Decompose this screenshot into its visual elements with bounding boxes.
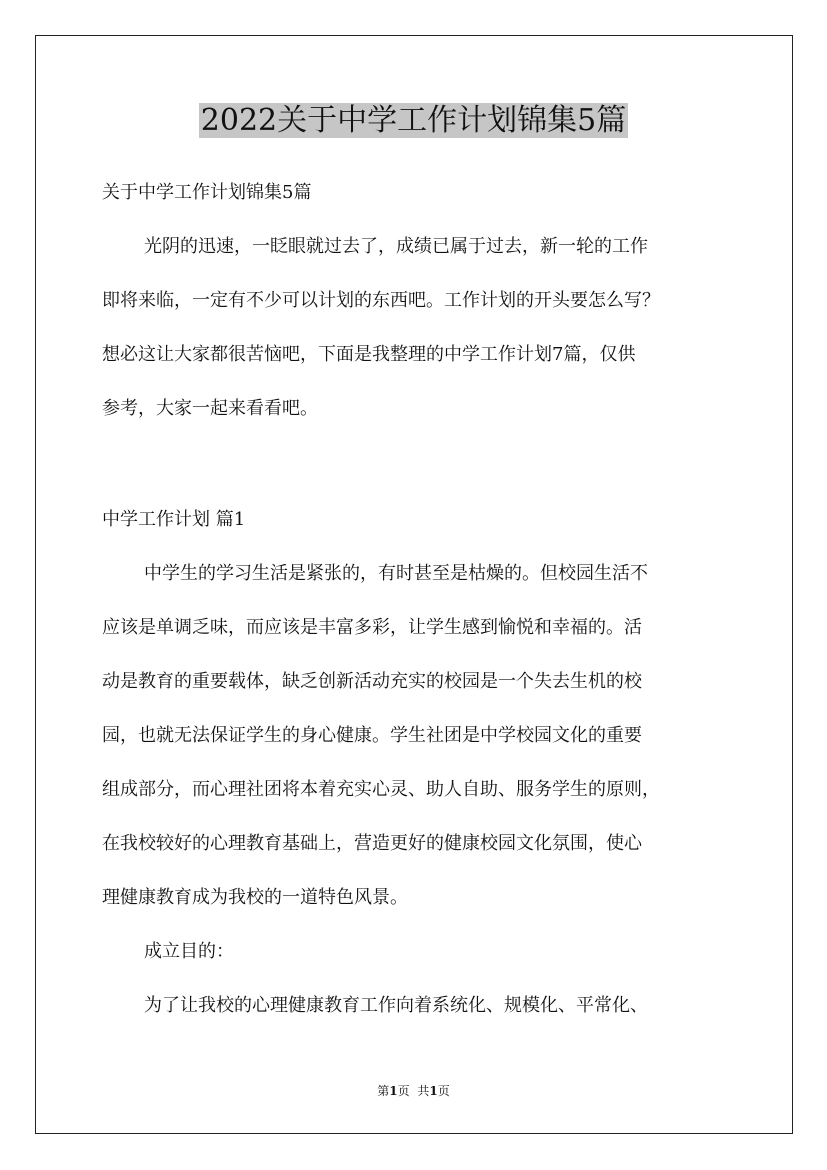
intro-line-4: 参考，大家一起来看看吧。 [102,398,318,419]
footer-page-number: 1 [389,1084,398,1098]
purpose-heading: 成立目的： [144,941,234,962]
footer-total-suffix: 页 [437,1084,450,1098]
section-line-3: 动是教育的重要载体，缺乏创新活动充实的校园是一个失去生机的校 [102,671,642,692]
purpose-line: 为了让我校的心理健康教育工作向着系统化、规模化、平常化、 [144,995,648,1016]
document-subtitle: 关于中学工作计划锦集5篇 [102,182,312,203]
intro-line-3: 想必这让大家都很苦恼吧，下面是我整理的中学工作计划7篇，仅供 [102,344,636,365]
page-footer [0,1083,827,1099]
section-line-1: 中学生的学习生活是紧张的，有时甚至是枯燥的。但校园生活不 [144,563,648,584]
footer-total-prefix: 共 [417,1084,430,1098]
section-heading: 中学工作计划 篇1 [102,509,246,530]
section-line-5: 组成部分，而心理社团将本着充实心灵、助人自助、服务学生的原则， [102,779,660,800]
intro-line-2: 即将来临，一定有不少可以计划的东西吧。工作计划的开头要怎么写？ [102,290,660,311]
footer-page-prefix: 第 [377,1084,390,1098]
footer-total-number: 1 [429,1084,438,1098]
section-line-7: 理健康教育成为我校的一道特色风景。 [102,887,408,908]
intro-line-1: 光阴的迅速，一眨眼就过去了，成绩已属于过去，新一轮的工作 [144,236,648,257]
section-line-4: 园，也就无法保证学生的身心健康。学生社团是中学校园文化的重要 [102,725,642,746]
document-title [0,101,827,141]
footer-page-suffix: 页 [397,1084,410,1098]
section-line-6: 在我校较好的心理教育基础上，营造更好的健康校园文化氛围，使心 [102,833,642,854]
document-title-text: 2022关于中学工作计划锦集5篇 [200,103,627,138]
section-line-2: 应该是单调乏味，而应该是丰富多彩，让学生感到愉悦和幸福的。活 [102,617,642,638]
